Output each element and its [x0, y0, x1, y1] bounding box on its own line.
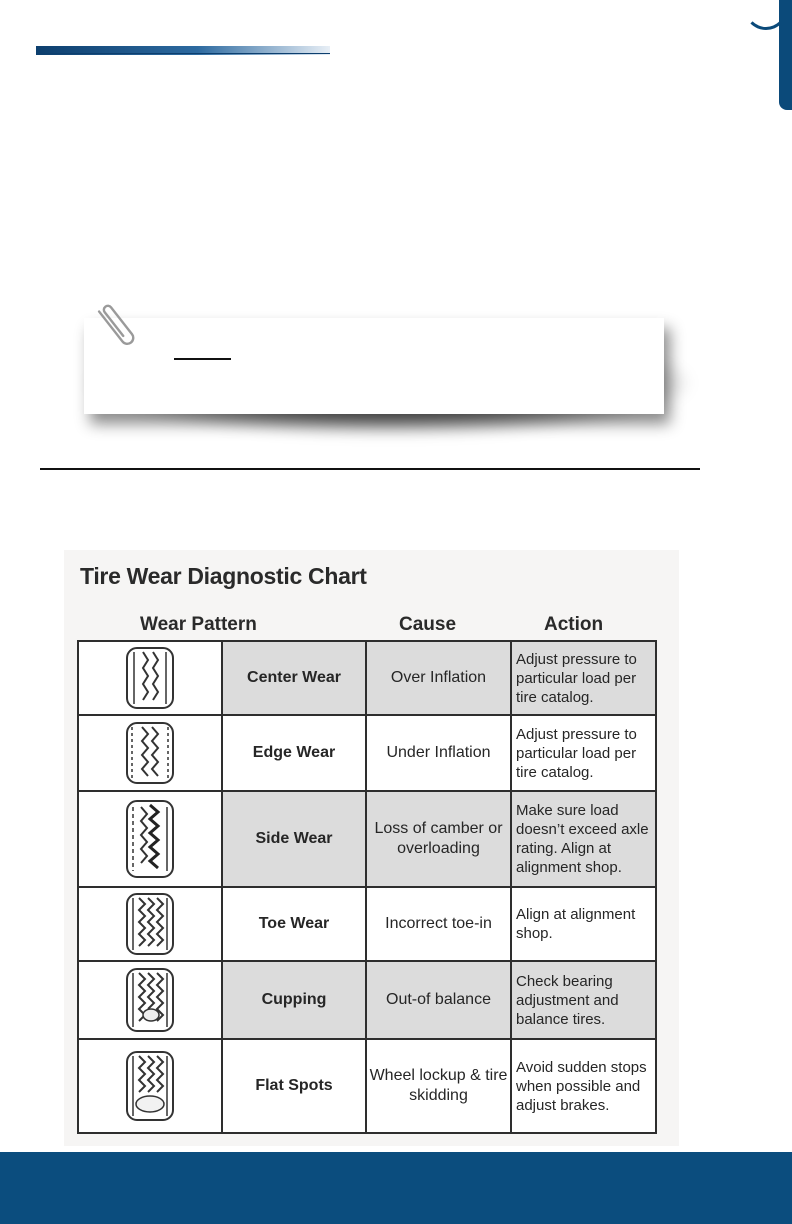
page-edge-tab: [779, 0, 792, 110]
column-header-action: Action: [544, 614, 604, 635]
wear-table: [77, 640, 657, 1134]
tire-edge-wear-icon: [123, 721, 177, 785]
pattern-name: Flat Spots: [222, 1039, 366, 1133]
note-label-underline: [174, 358, 231, 360]
cause-text: Incorrect toe-in: [366, 887, 511, 961]
table-row: [78, 961, 656, 1039]
tire-toe-wear-icon: [123, 892, 177, 956]
note-card: [84, 318, 664, 414]
pattern-image-cell: [78, 961, 222, 1039]
table-row: [78, 887, 656, 961]
tire-cupping-icon: [123, 967, 177, 1033]
column-header-cause: Cause: [399, 614, 457, 635]
pattern-image-cell: [78, 1039, 222, 1133]
action-text: Check bearing adjustment and balance tires.: [511, 961, 656, 1039]
cause-text: Out-of balance: [366, 961, 511, 1039]
cause-text: Under Inflation: [366, 715, 511, 791]
footer-band: [0, 1152, 792, 1224]
pattern-name: Side Wear: [222, 791, 366, 887]
table-row: [78, 641, 656, 715]
chart-title: Tire Wear Diagnostic Chart: [80, 563, 367, 589]
tire-side-wear-icon: [123, 799, 177, 879]
pattern-image-cell: [78, 791, 222, 887]
action-text: Adjust pressure to particular load per tire catalog.: [511, 715, 656, 791]
pattern-image-cell: [78, 887, 222, 961]
action-text: Make sure load doesn’t exceed axle rating. Align at alignment shop.: [511, 791, 656, 887]
action-text: Adjust pressure to particular load per tire catalog.: [511, 641, 656, 715]
table-row: [78, 791, 656, 887]
table-row: [78, 715, 656, 791]
action-text: Avoid sudden stops when possible and adjust brakes.: [511, 1039, 656, 1133]
section-divider: [40, 468, 700, 470]
pattern-name: Toe Wear: [222, 887, 366, 961]
cause-text: Loss of camber or overloading: [366, 791, 511, 887]
table-row: [78, 1039, 656, 1133]
pattern-name: Center Wear: [222, 641, 366, 715]
column-header-wear-pattern: Wear Pattern: [140, 614, 257, 635]
pattern-image-cell: [78, 641, 222, 715]
tire-center-wear-icon: [123, 646, 177, 710]
pattern-name: Edge Wear: [222, 715, 366, 791]
action-text: Align at alignment shop.: [511, 887, 656, 961]
tire-flat-spots-icon: [123, 1050, 177, 1122]
pattern-name: Cupping: [222, 961, 366, 1039]
cause-text: Wheel lockup & tire skidding: [366, 1039, 511, 1133]
section-header-underline: [36, 53, 330, 54]
cause-text: Over Inflation: [366, 641, 511, 715]
paperclip-icon: [96, 297, 140, 355]
pattern-image-cell: [78, 715, 222, 791]
